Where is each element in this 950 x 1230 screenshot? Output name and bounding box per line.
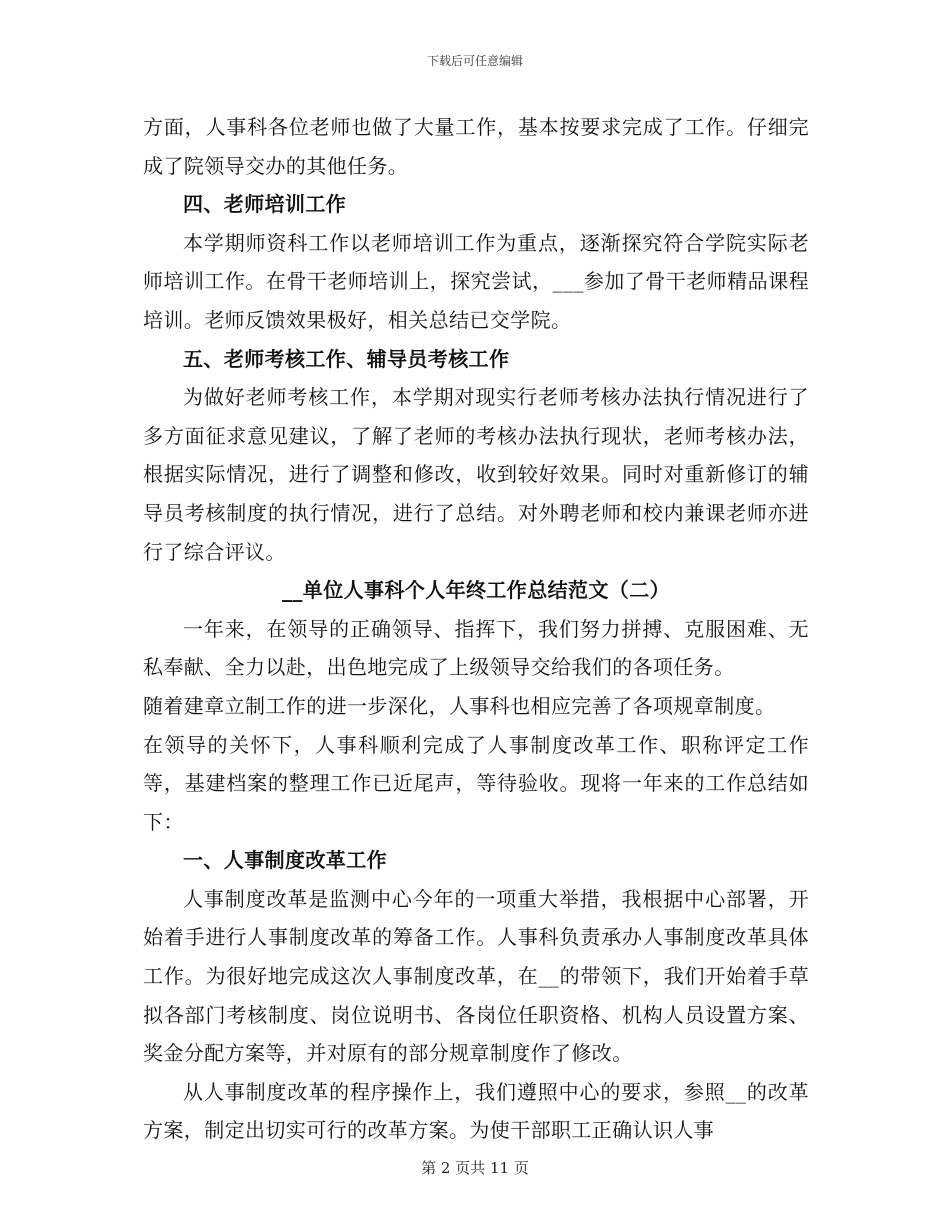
section-heading: 一、人事制度改革工作 bbox=[183, 848, 387, 873]
paragraph: 随着建章立制工作的进一步深化，人事科也相应完善了各项规章制度。 bbox=[143, 693, 776, 718]
paragraph: 在领导的关怀下，人事科顺利完成了人事制度改革工作、职称评定工作等，基建档案的整理工作已近尾声，等待验收。现将一年来的工作总结如下： bbox=[143, 732, 809, 834]
paragraph: 为做好老师考核工作，本学期对现实行老师考核办法执行情况进行了多方面征求意见建议，了解了老师的考核办法执行现状，老师考核办法，根据实际情况，进行了调整和修改，收到较好效果。同时对重新修订的辅导员考核制度的执行情况，进行了总结。对外聘老师和校内兼课老师亦进行了综合评议。 bbox=[143, 385, 809, 564]
section-heading: 五、老师考核工作、辅导员考核工作 bbox=[183, 346, 510, 371]
section-heading: 四、老师培训工作 bbox=[183, 192, 347, 217]
paragraph: 从人事制度改革的程序操作上，我们遵照中心的要求，参照__的改革方案，制定出切实可行的改革方案。为使干部职工正确认识人事 bbox=[143, 1079, 809, 1143]
document-title: __单位人事科个人年终工作总结范文（二） bbox=[282, 578, 670, 603]
paragraph: 方面，人事科各位老师也做了大量工作，基本按要求完成了工作。仔细完成了院领导交办的其他任务。 bbox=[143, 115, 809, 178]
paragraph: 人事制度改革是监测中心今年的一项重大举措，我根据中心部署，开始着手进行人事制度改革的筹备工作。人事科负责承办人事制度改革具体工作。为很好地完成这次人事制度改革，在__的带领下，我们开始着手草拟各部门考核制度、岗位说明书、各岗位任职资格、机构人员设置方案、奖金分配方案等，并对原有的部分规章制度作了修改。 bbox=[143, 886, 809, 1066]
page-header: 下载后可任意编辑 bbox=[426, 54, 523, 68]
paragraph: 一年来，在领导的正确领导、指挥下，我们努力拼搏、克服困难、无私奉献、全力以赴，出色地完成了上级领导交给我们的各项任务。 bbox=[143, 616, 809, 680]
document-body bbox=[143, 108, 809, 1150]
paragraph: 本学期师资科工作以老师培训工作为重点，逐渐探究符合学院实际老师培训工作。在骨干老师培训上，探究尝试，___参加了骨干老师精品课程培训。老师反馈效果极好，相关总结已交学院。 bbox=[143, 230, 809, 332]
page-footer: 第 2 页共 11 页 bbox=[421, 1159, 529, 1177]
